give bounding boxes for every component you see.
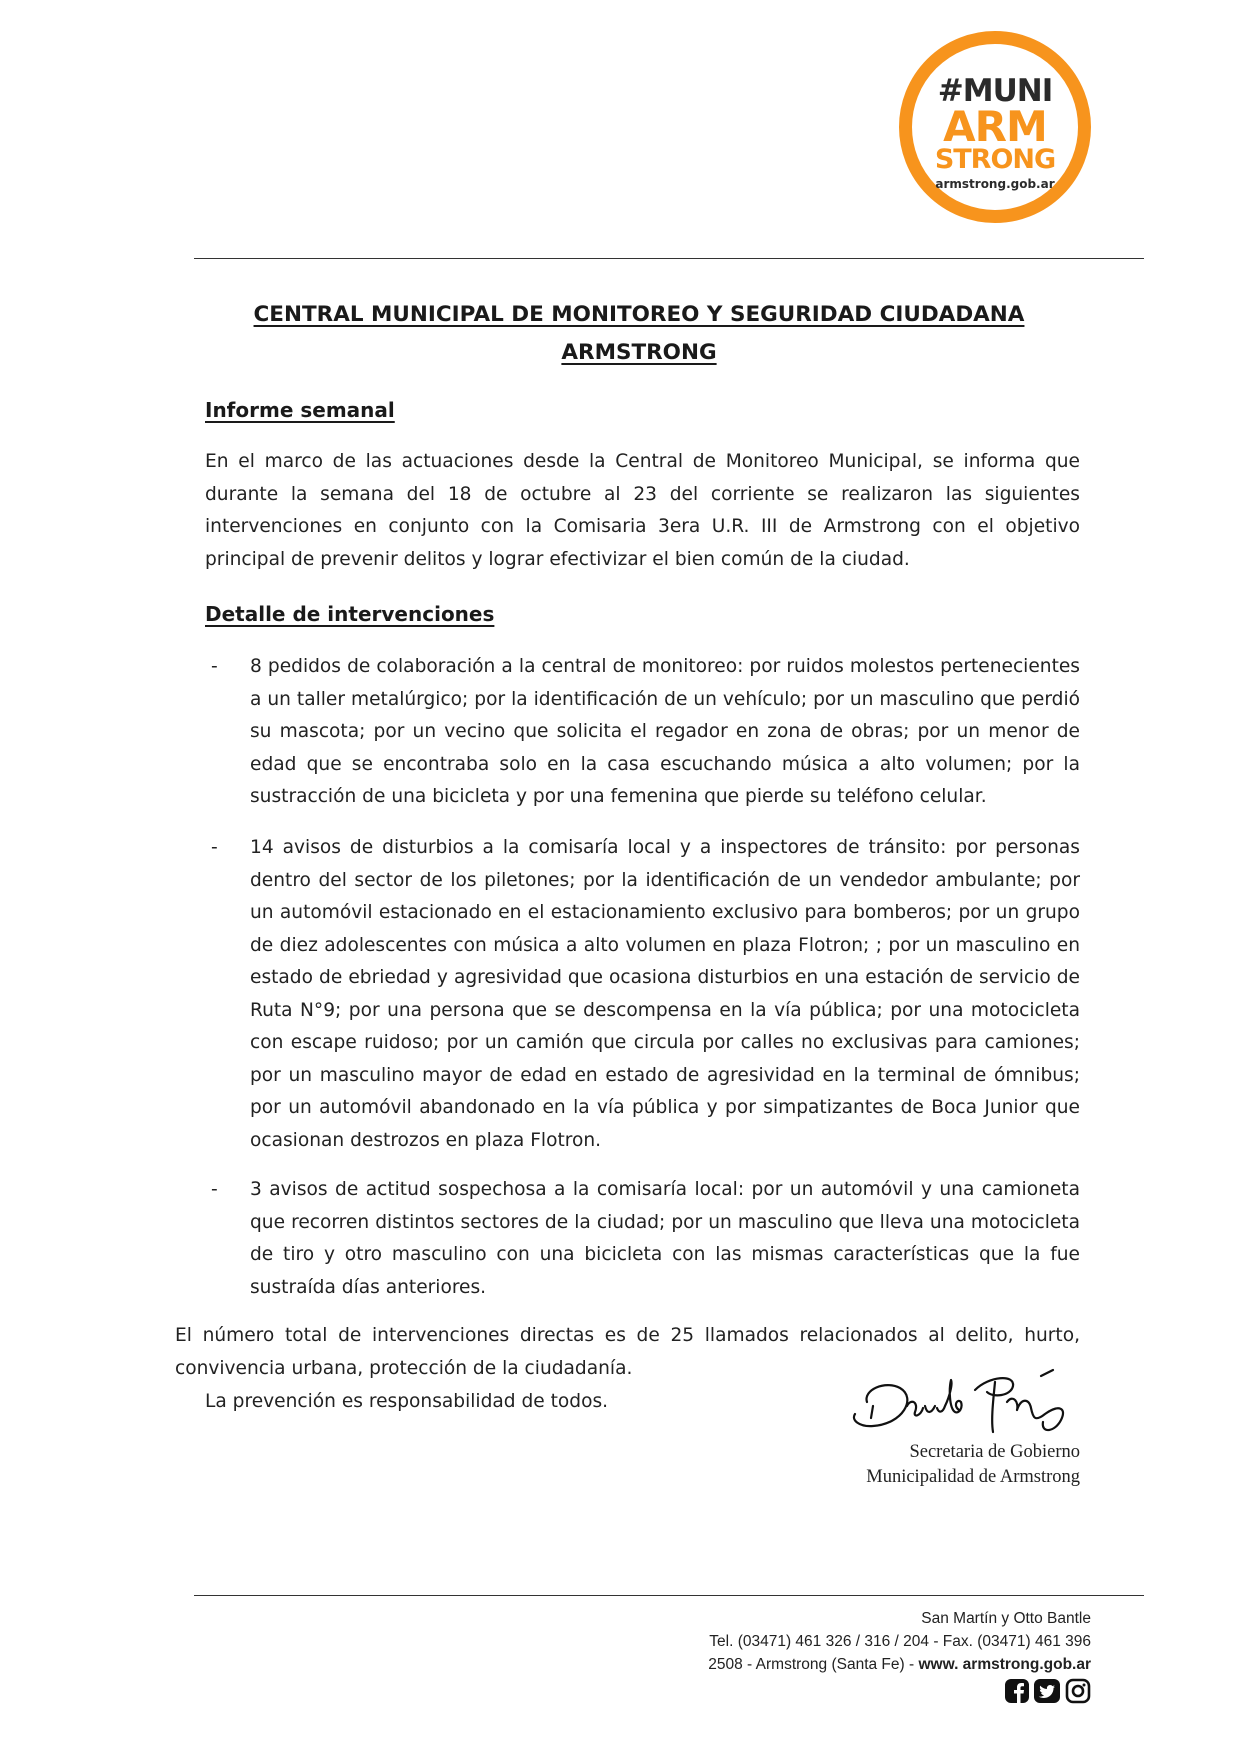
- intervention-item: 8 pedidos de colaboración a la central de monitoreo: por ruidos molestos pertenecientes a un taller metalúrgico; por la identificación de un vehículo; por un masculino que perdió su mascota; por un vecino que solicita el regador en zona de obras; por un menor de edad que se encontraba solo en la casa escuchando música a alto volumen; por la sustracción de una bicicleta y por una femenina que pierde su teléfono celular.: [250, 656, 1080, 807]
- twitter-icon[interactable]: [1033, 1678, 1061, 1704]
- facebook-icon[interactable]: [1004, 1678, 1030, 1704]
- instagram-icon[interactable]: [1065, 1678, 1091, 1704]
- municipal-logo: [899, 31, 1091, 223]
- footer-rule: [194, 1595, 1144, 1596]
- footer-phones: Tel. (03471) 461 326 / 316 / 204 - Fax. (03471) 461 396: [709, 1633, 1091, 1650]
- logo-url: armstrong.gob.ar: [935, 177, 1055, 191]
- footer-address: San Martín y Otto Bantle: [921, 1610, 1091, 1627]
- logo-arm: ARM: [943, 102, 1047, 151]
- intervention-item: 3 avisos de actitud sospechosa a la comisaría local: por un automóvil y una camioneta que recorren distintos sectores de la ciudad; por un masculino que lleva una motocicleta de tiro y otro masculino con una bicicleta con las mismas características que la fue sustraída días anteriores.: [250, 1179, 1080, 1298]
- handwritten-signature: [845, 1362, 1080, 1440]
- report-heading: Informe semanal: [205, 398, 395, 422]
- header-rule: [194, 258, 1144, 259]
- intervention-item: 14 avisos de disturbios a la comisaría local y a inspectores de tránsito: por personas dentro del sector de los piletones; por la identificación de un vendedor ambulante; por un automóvil estacionado en el estacionamiento exclusivo para bomberos; por un grupo de diez adolescentes con música a alto volumen en plaza Flotron; ; por un masculino en estado de ebriedad y agresividad que ocasiona disturbios en una estación de servicio de Ruta N°9; por una persona que se descompensa en la vía pública; por una motocicleta con escape ruidoso; por un camión que circula por calles no exclusivas para camiones; por un masculino mayor de edad en estado de agresividad en la terminal de ómnibus; por un automóvil abandonado en la vía pública y por simpatizantes de Boca Junior que ocasionan destrozos en plaza Flotron.: [250, 837, 1080, 1151]
- details-heading: Detalle de intervenciones: [205, 602, 495, 626]
- bullet-dash: -: [211, 1179, 218, 1200]
- total-summary: El número total de intervenciones directas es de 25 llamados relacionados al delito, hurto, convivencia urbana, protección de la ciudadanía.: [175, 1325, 1080, 1379]
- footer-website[interactable]: www. armstrong.gob.ar: [918, 1656, 1091, 1673]
- page-title-city: ARMSTRONG: [561, 340, 717, 365]
- bullet-dash: -: [211, 837, 218, 858]
- report-intro: En el marco de las actuaciones desde la Central de Monitoreo Municipal, se informa que durante la semana del 18 de octubre al 23 del corriente se realizaron las siguientes intervenciones en conjunto con la Comisaria 3era U.R. III de Armstrong con el objetivo principal de prevenir delitos y lograr efectivizar el bien común de la ciudad.: [205, 451, 1080, 570]
- signer-organization: Municipalidad de Armstrong: [866, 1467, 1080, 1487]
- signer-title: Secretaria de Gobierno: [909, 1442, 1080, 1462]
- footer-city: 2508 - Armstrong (Santa Fe) -: [708, 1656, 919, 1673]
- prevention-motto: La prevención es responsabilidad de todos.: [205, 1391, 609, 1412]
- logo-strong: STRONG: [934, 144, 1056, 175]
- page-title: CENTRAL MUNICIPAL DE MONITOREO Y SEGURIDAD CIUDADANA: [253, 302, 1025, 327]
- bullet-dash: -: [211, 656, 218, 677]
- logo-hashtag: #MUNI: [937, 73, 1053, 109]
- footer-city-web: [708, 1657, 1091, 1673]
